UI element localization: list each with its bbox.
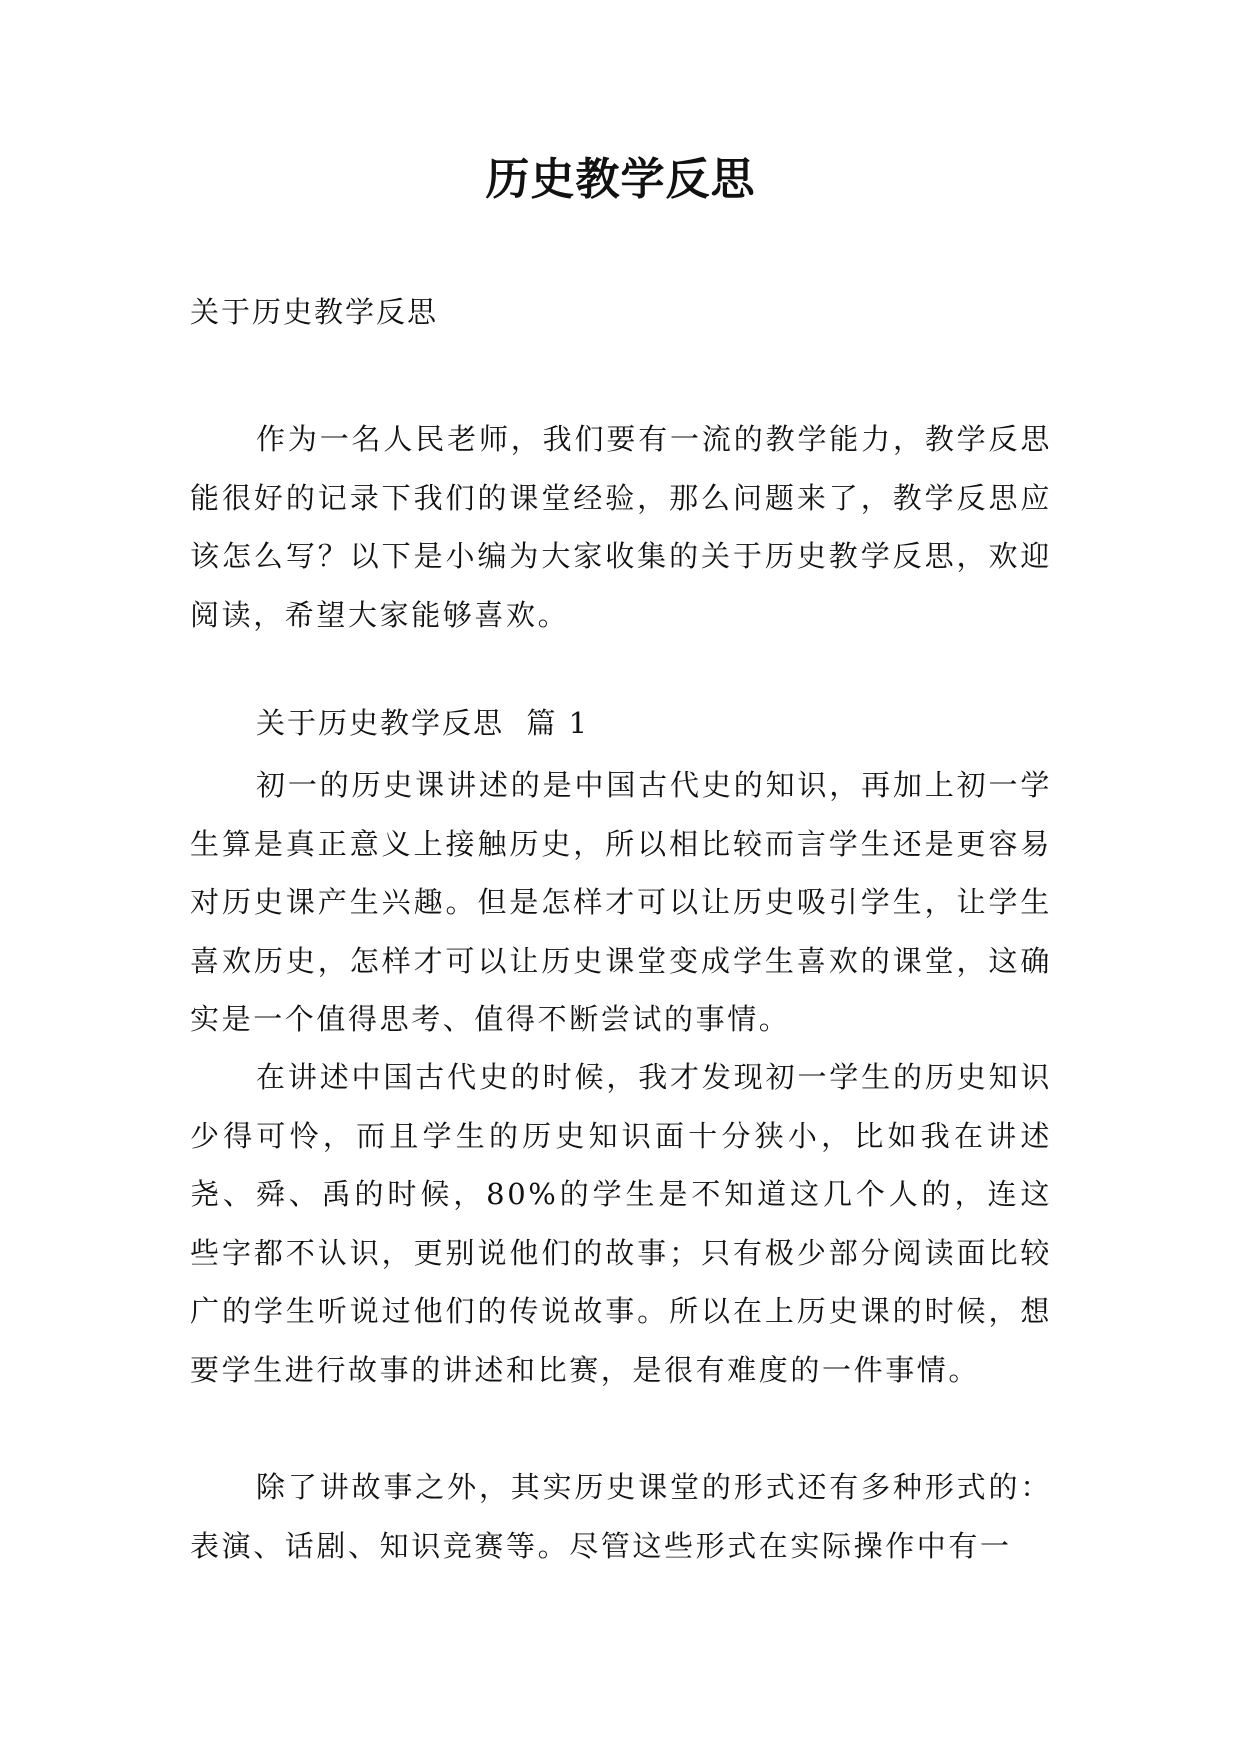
body-paragraph-3: 除了讲故事之外，其实历史课堂的形式还有多种形式的：表演、话剧、知识竞赛等。尽管这些形式在实际操作中有一 — [190, 1470, 1052, 1563]
body-paragraph-1: 初一的历史课讲述的是中国古代史的知识，再加上初一学生算是真正意义上接触历史，所以相比较而言学生还是更容易对历史课产生兴趣。但是怎样才可以让历史吸引学生，让学生喜欢历史，怎样才可以让历史课堂变成学生喜欢的课堂，这确实是一个值得思考、值得不断尝试的事情。 — [190, 768, 1052, 1036]
intro-paragraph: 作为一名人民老师，我们要有一流的教学能力，教学反思能很好的记录下我们的课堂经验，那么问题来了，教学反思应该怎么写？以下是小编为大家收集的关于历史教学反思，欢迎阅读，希望大家能够喜欢。 — [190, 422, 1052, 632]
document-subtitle: 关于历史教学反思 — [190, 295, 439, 329]
section-heading: 关于历史教学反思 篇 1 — [256, 706, 590, 740]
document-title: 历史教学反思 — [485, 154, 756, 205]
body-paragraph-2: 在讲述中国古代史的时候，我才发现初一学生的历史知识少得可怜，而且学生的历史知识面十分狭小，比如我在讲述尧、舜、禹的时候，80%的学生是不知道这几个人的，连这些字都不认识，更别说他们的故事；只有极少部分阅读面比较广的学生听说过他们的传说故事。所以在上历史课的时候，想要学生进行故事的讲述和比赛，是很有难度的一件事情。 — [190, 1060, 1052, 1387]
